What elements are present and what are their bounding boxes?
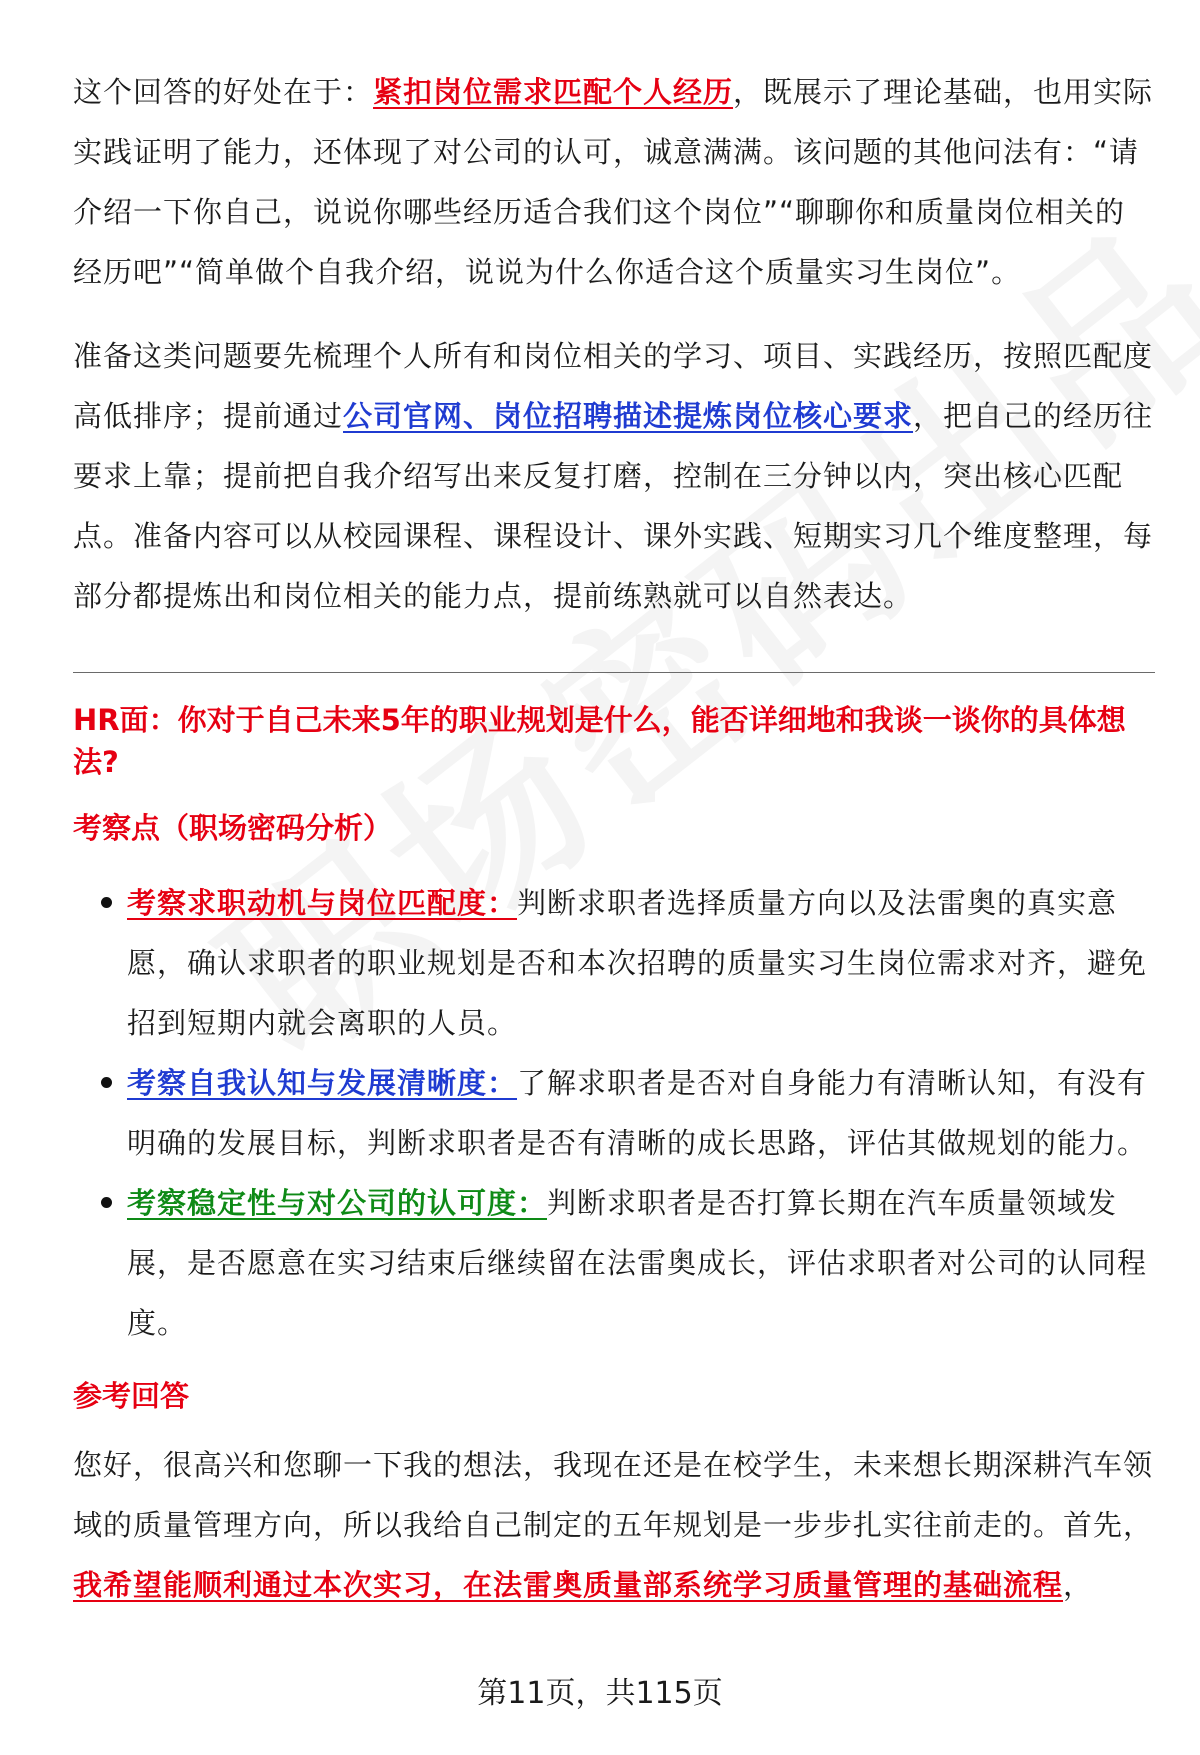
analysis-list	[73, 873, 1155, 1353]
bullet-text: 了解求职者是否对自身能力有清晰认知，有没有明确的发展目标，判断求职者是否有清晰的成长思路，评估其做规划的能力。	[127, 1066, 1148, 1160]
para1-suffix: ，既展示了理论基础，也用实际实践证明了能力，还体现了对公司的认可，诚意满满。该问题的其他问法有：“请介绍一下你自己，说说你哪些经历适合我们这个岗位”“聊聊你和质量岗位相关的经历吧”“简单做个自我介绍，说说为什么你适合这个质量实习生岗位”。	[73, 75, 1154, 289]
bullet-text: 判断求职者选择质量方向以及法雷奥的真实意愿，确认求职者的职业规划是否和本次招聘的质量实习生岗位需求对齐，避免招到短期内就会离职的人员。	[127, 886, 1148, 1040]
reference-answer-title: 参考回答	[73, 1379, 190, 1413]
list-item	[73, 1053, 1155, 1173]
para2-highlight: 公司官网、岗位招聘描述提炼岗位核心要求	[343, 399, 914, 433]
page-number-footer: 第11页，共115页	[477, 1676, 723, 1711]
bullet-dot-icon	[101, 1197, 112, 1208]
answer-highlight: 我希望能顺利通过本次实习，在法雷奥质量部系统学习质量管理的基础流程	[73, 1568, 1064, 1602]
bullet-dot-icon	[101, 897, 112, 908]
bullet-dot-icon	[101, 1077, 112, 1088]
list-item	[73, 1173, 1155, 1353]
bullet-label: 考察自我认知与发展清晰度：	[127, 1066, 518, 1100]
list-item	[73, 873, 1155, 1053]
paragraph-reference-answer	[73, 1435, 1155, 1615]
para1-prefix: 这个回答的好处在于：	[73, 75, 374, 109]
analysis-title: 考察点（职场密码分析）	[73, 811, 393, 845]
answer-prefix: 您好，很高兴和您聊一下我的想法，我现在还是在校学生，未来想长期深耕汽车领域的质量管理方向，所以我给自己制定的五年规划是一步步扎实往前走的。首先，	[73, 1448, 1154, 1542]
answer-suffix: ，	[1063, 1568, 1094, 1602]
bullet-label: 考察求职动机与岗位匹配度：	[127, 886, 518, 920]
paragraph-answer-benefit	[73, 62, 1155, 302]
hr-question-heading: HR面：你对于自己未来5年的职业规划是什么，能否详细地和我谈一谈你的具体想法?	[73, 703, 1126, 779]
bullet-label: 考察稳定性与对公司的认可度：	[127, 1186, 548, 1220]
section-divider	[73, 672, 1155, 673]
para2-prefix: 准备这类问题要先梳理个人所有和岗位相关的学习、项目、实践经历，按照匹配度高低排序；提前通过	[73, 339, 1154, 433]
para2-suffix: ，把自己的经历往要求上靠；提前把自我介绍写出来反复打磨，控制在三分钟以内，突出核心匹配点。准备内容可以从校园课程、课程设计、课外实践、短期实习几个维度整理，每部分都提炼出和岗位相关的能力点，提前练熟就可以自然表达。	[73, 399, 1154, 613]
bullet-text: 判断求职者是否打算长期在汽车质量领域发展，是否愿意在实习结束后继续留在法雷奥成长，评估求职者对公司的认同程度。	[127, 1186, 1148, 1340]
paragraph-preparation	[73, 326, 1155, 626]
document-page	[73, 62, 1155, 1615]
para1-highlight: 紧扣岗位需求匹配个人经历	[373, 75, 734, 109]
